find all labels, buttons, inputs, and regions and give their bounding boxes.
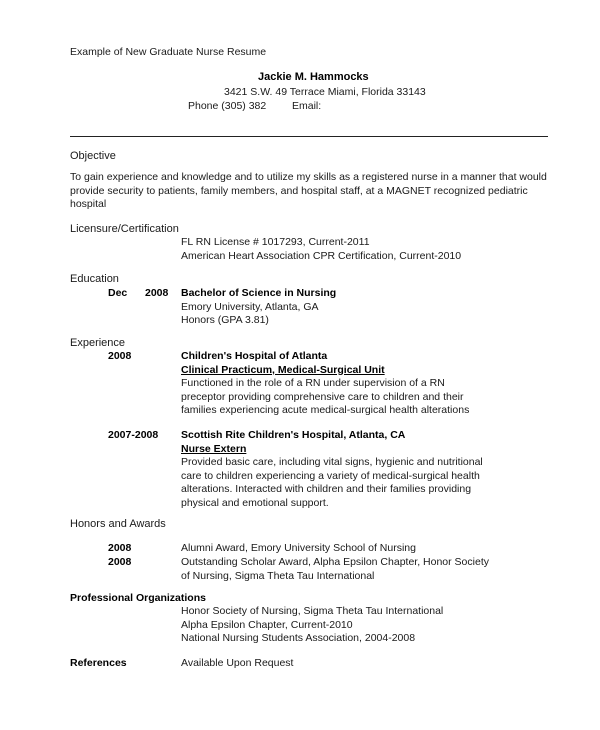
honor-year: 2008 bbox=[108, 556, 132, 568]
job-description-line: physical and emotional support. bbox=[181, 496, 329, 509]
honor-text: Alumni Award, Emory University School of Nursing bbox=[181, 542, 416, 554]
candidate-name: Jackie M. Hammocks bbox=[258, 71, 369, 83]
job-description-line: families experiencing acute medical-surgical health alterations bbox=[181, 404, 470, 416]
job-entry bbox=[181, 350, 469, 418]
licensure-heading: Licensure/Certification bbox=[70, 223, 179, 235]
job-description-line: Provided basic care, including vital signs, hygienic and nutritional bbox=[181, 456, 483, 468]
header-divider bbox=[70, 136, 548, 137]
honor-text: Outstanding Scholar Award, Alpha Epsilon Chapter, Honor Society bbox=[181, 556, 489, 568]
job-description-line: Functioned in the role of a RN under supervision of a RN bbox=[181, 377, 445, 389]
references-heading: References bbox=[70, 657, 127, 669]
licensure-item: American Heart Association CPR Certification, Current-2010 bbox=[181, 249, 462, 262]
education-heading: Education bbox=[70, 273, 119, 285]
objective-line: To gain experience and knowledge and to utilize my skills as a registered nurse in a manner that would bbox=[70, 171, 547, 183]
licensure-list bbox=[181, 236, 461, 263]
organization-item: Honor Society of Nursing, Sigma Theta Tau International bbox=[181, 605, 444, 617]
organizations-heading: Professional Organizations bbox=[70, 592, 206, 604]
education-degree: Bachelor of Science in Nursing bbox=[181, 287, 337, 299]
job-description-line: care to children experiencing a variety of medical-surgical health bbox=[181, 469, 480, 482]
objective-text bbox=[70, 171, 547, 212]
organization-item: Alpha Epsilon Chapter, Current-2010 bbox=[181, 618, 353, 631]
organizations-list bbox=[181, 605, 443, 646]
job-organization: Scottish Rite Children's Hospital, Atlanta, CA bbox=[181, 429, 406, 441]
honor-year: 2008 bbox=[108, 542, 132, 554]
candidate-email: Email: bbox=[292, 100, 322, 112]
honors-heading: Honors and Awards bbox=[70, 518, 166, 530]
job-entry bbox=[181, 429, 483, 510]
organization-item: National Nursing Students Association, 2004-2008 bbox=[181, 632, 416, 644]
objective-line: provide security to patients, family members, and hospital staff, at a MAGNET recognized pediatric bbox=[70, 184, 528, 197]
education-year: 2008 bbox=[145, 287, 169, 299]
job-description-line: preceptor providing comprehensive care to children and their bbox=[181, 390, 464, 403]
education-details bbox=[181, 287, 336, 328]
candidate-address: 3421 S.W. 49 Terrace Miami, Florida 33143 bbox=[224, 86, 426, 98]
references-text: Available Upon Request bbox=[181, 657, 294, 669]
honor-text: of Nursing, Sigma Theta Tau International bbox=[181, 569, 375, 582]
job-organization: Children's Hospital of Atlanta bbox=[181, 350, 328, 362]
licensure-item: FL RN License # 1017293, Current-2011 bbox=[181, 236, 370, 248]
objective-line: hospital bbox=[70, 198, 107, 210]
job-date: 2007-2008 bbox=[108, 429, 159, 441]
job-description-line: alterations. Interacted with children and their families providing bbox=[181, 483, 472, 495]
candidate-phone: Phone (305) 382 bbox=[188, 100, 267, 112]
education-honors: Honors (GPA 3.81) bbox=[181, 314, 269, 326]
objective-heading: Objective bbox=[70, 150, 116, 162]
honor-entry bbox=[181, 556, 489, 583]
job-role: Clinical Practicum, Medical-Surgical Unit bbox=[181, 363, 385, 376]
document-title: Example of New Graduate Nurse Resume bbox=[70, 46, 267, 58]
education-month: Dec bbox=[108, 287, 128, 299]
job-date: 2008 bbox=[108, 350, 132, 362]
job-role: Nurse Extern bbox=[181, 442, 247, 455]
education-school: Emory University, Atlanta, GA bbox=[181, 300, 319, 313]
experience-heading: Experience bbox=[70, 337, 126, 349]
